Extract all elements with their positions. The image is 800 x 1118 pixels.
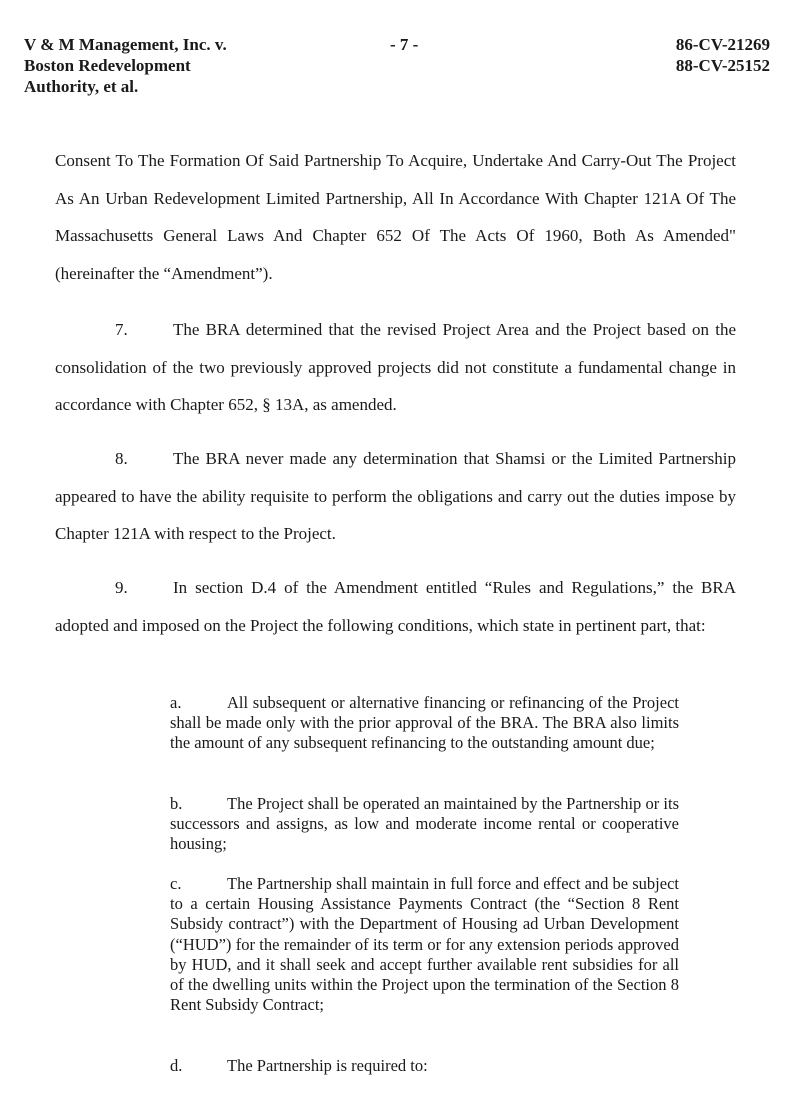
subparagraph-text: All subsequent or alternative financing or refinancing of the Project shall be made only with the prior approval of the BRA. The BRA also limits the amount of any subsequent refinancing to the outstanding amount due;	[170, 693, 679, 753]
numbered-paragraph-7	[55, 311, 736, 424]
paragraph-number: 8.	[115, 449, 128, 468]
paragraph-number: 9.	[115, 578, 128, 597]
numbered-paragraph-9	[55, 569, 736, 644]
paragraph-text: The BRA never made any determination that Shamsi or the Limited Partnership appeared to have the ability requisite to perform the obligations and carry out the duties impose by Chapter 121A with respect to the Project.	[55, 449, 736, 543]
subparagraph-d	[170, 1056, 679, 1076]
paragraph-text: The BRA determined that the revised Project Area and the Project based on the consolidation of the two previously approved projects did not constitute a fundamental change in accordance with Chapter 652, § 13A, as amended.	[55, 320, 736, 414]
case-caption-line: V & M Management, Inc. v.	[24, 35, 227, 54]
subparagraph-letter: a.	[170, 693, 182, 712]
subparagraph-text: The Partnership shall maintain in full force and effect and be subject to a certain Housing Assistance Payments Contract (the “Section 8 Rent Subsidy contract”) with the Department of Housing ad Urban Development (“HUD”) for the remainder of its term or for any extension periods approved by HUD, and it shall seek and accept further available rent subsidies for all of the dwelling units within the Project upon the termination of the Section 8 Rent Subsidy Contract;	[170, 874, 679, 1015]
case-caption-line: Authority, et al.	[24, 77, 139, 96]
continuation-paragraph	[55, 142, 736, 292]
paragraph-number: 7.	[115, 320, 128, 339]
case-number: 86-CV-21269	[675, 35, 770, 54]
subparagraph-letter: c.	[170, 874, 182, 893]
case-number: 88-CV-25152	[675, 56, 770, 75]
case-caption	[24, 34, 227, 97]
subparagraph-a	[170, 693, 679, 754]
numbered-paragraph-8	[55, 440, 736, 553]
subparagraph-letter: b.	[170, 794, 183, 813]
case-caption-line: Boston Redevelopment	[24, 56, 191, 75]
subparagraph-text: The Partnership is required to:	[227, 1056, 428, 1075]
paragraph-text: In section D.4 of the Amendment entitled “Rules and Regulations,” the BRA adopted and imposed on the Project the following conditions, which state in pertinent part, that:	[55, 578, 736, 635]
case-numbers	[676, 34, 770, 76]
subparagraph-text: The Project shall be operated an maintained by the Partnership or its successors and assigns, as low and moderate income rental or cooperative housing;	[170, 794, 679, 854]
continuation-text: Consent To The Formation Of Said Partnership To Acquire, Undertake And Carry-Out The Project As An Urban Redevelopment Limited Partnership, All In Accordance With Chapter 121A Of The Massachusetts General Laws And Chapter 652 Of The Acts Of 1960, Both As Amended" (hereinafter the “Amendment”).	[55, 151, 736, 283]
subparagraph-letter: d.	[170, 1056, 183, 1075]
subparagraph-b	[170, 794, 679, 855]
page-number: - 7 -	[390, 35, 419, 54]
subparagraph-c	[170, 874, 679, 1015]
